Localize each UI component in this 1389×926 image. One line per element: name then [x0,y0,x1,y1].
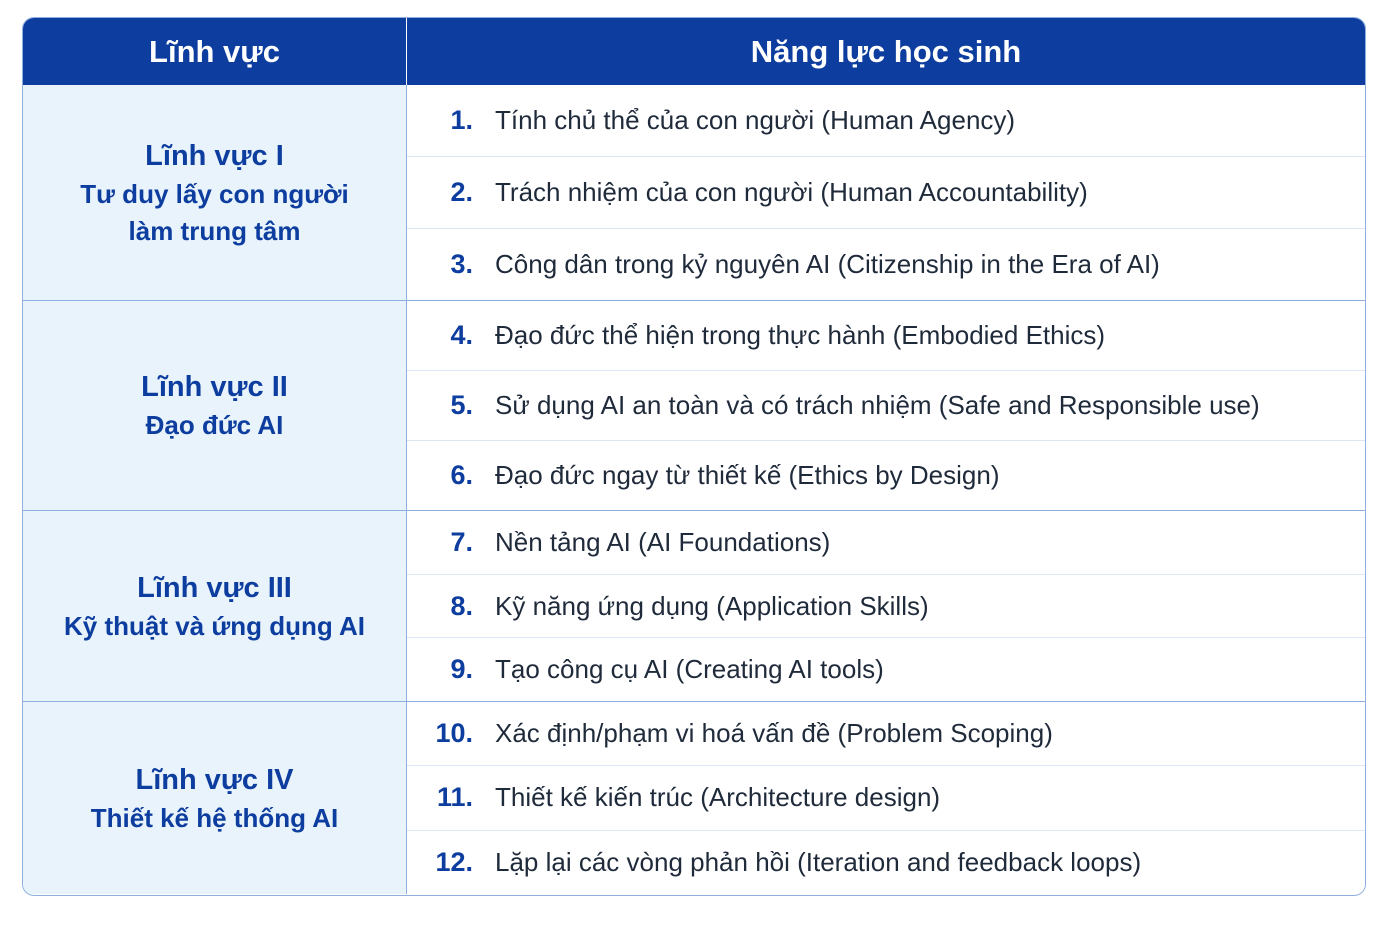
domain-cell [23,301,407,510]
competency-number: 5. [450,390,473,420]
competency-number: 8. [450,590,473,621]
competency-row [407,702,1365,765]
competency-row [407,440,1365,510]
competency-text: Thiết kế kiến trúc (Architecture design) [495,782,941,813]
competency-text: Công dân trong kỷ nguyên AI (Citizenship in the Era of AI) [495,249,1160,279]
domain-title: Lĩnh vực IV [135,763,294,796]
competency-text: Đạo đức thể hiện trong thực hành (Embodied Ethics) [495,320,1106,350]
domain-subtitle: Thiết kế hệ thống AI [90,802,339,833]
competency-row [407,370,1365,440]
header-domain: Lĩnh vực [23,18,407,85]
domain-title: Lĩnh vực II [141,371,288,403]
competency-row [407,637,1365,701]
competency-number: 7. [450,526,473,557]
competency-number: 9. [450,654,473,685]
competency-text: Xác định/phạm vi hoá vấn đề (Problem Scoping) [495,718,1053,749]
competency-number: 2. [450,177,473,207]
competency-text: Trách nhiệm của con người (Human Accountability) [495,177,1088,207]
competency-list [407,702,1365,894]
competency-table [22,17,1366,896]
domain-subtitle: Kỹ thuật và ứng dụng AI [64,610,365,641]
competency-number: 6. [450,460,473,490]
competency-list [407,301,1365,510]
domain-cell [23,702,407,894]
competency-number: 1. [450,105,473,135]
competency-number: 11. [436,782,473,813]
competency-row [407,511,1365,574]
domain-group-3 [23,510,1365,701]
competency-text: Kỹ năng ứng dụng (Application Skills) [495,590,929,621]
domain-subtitle: Tư duy lấy con người [80,178,349,209]
domain-cell [23,85,407,300]
domain-title: Lĩnh vực III [137,571,292,604]
competency-list [407,85,1365,300]
competency-number: 3. [450,249,473,279]
domain-group-4 [23,701,1365,894]
competency-number: 4. [450,320,473,350]
competency-number: 10. [435,718,473,749]
competency-row [407,765,1365,829]
competency-row [407,574,1365,638]
domain-subtitle: làm trung tâm [128,215,301,246]
domain-group-2 [23,300,1365,510]
competency-row [407,830,1365,894]
competency-text: Lặp lại các vòng phản hồi (Iteration and feedback loops) [495,846,1142,877]
competency-text: Sử dụng AI an toàn và có trách nhiệm (Safe and Responsible use) [495,390,1260,420]
domain-group-1 [23,85,1365,300]
competency-number: 12. [435,846,473,877]
table-header [23,18,1365,85]
competency-row [407,301,1365,370]
competency-list [407,511,1365,701]
competency-text: Tính chủ thể của con người (Human Agency) [495,105,1016,135]
competency-text: Tạo công cụ AI (Creating AI tools) [495,654,884,685]
competency-text: Đạo đức ngay từ thiết kế (Ethics by Design) [495,460,1000,490]
competency-text: Nền tảng AI (AI Foundations) [495,526,831,557]
domain-cell [23,511,407,701]
competency-row [407,85,1365,156]
header-competency: Năng lực học sinh [750,33,1022,69]
competency-row [407,156,1365,228]
domain-title: Lĩnh vực I [145,139,284,172]
competency-row [407,228,1365,300]
domain-subtitle: Đạo đức AI [145,410,284,440]
